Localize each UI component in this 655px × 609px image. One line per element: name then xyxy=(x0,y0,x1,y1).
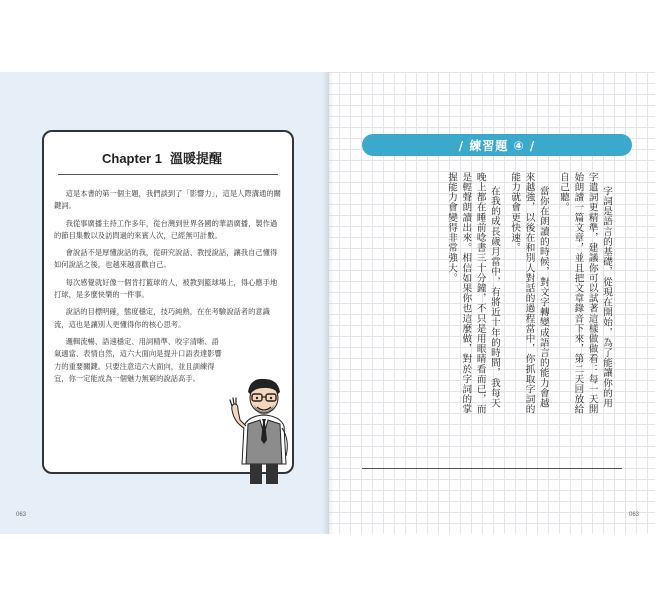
bottom-divider xyxy=(362,468,622,469)
paragraph: 我從事廣播主持工作多年，從台灣到世界各國的華語廣播，製作過的節目集數以及訪問過的來賓人次，已經無可計數。 xyxy=(54,218,278,240)
paragraph: 說話的目標明確，態度穩定，技巧純熟，在在考驗說話者的意識流，這也是讓別人更懂得你的核心思考。 xyxy=(54,307,270,329)
page-number-right: 063 xyxy=(628,512,639,518)
title-divider xyxy=(58,174,278,175)
paragraph: 這是本書的第一個主題，我們談到了「影響力」，這是人際溝通的關鍵詞。 xyxy=(54,189,281,211)
card-title xyxy=(102,148,222,167)
exercise-body xyxy=(438,172,613,416)
paragraph: 會說話不是厚懂說話的我，從研究說話、教授說話，讓我自己懂得如何說話之後，也越來越喜歡自己。 xyxy=(54,248,278,270)
left-page xyxy=(0,72,328,534)
cartoon-man-figure-icon xyxy=(226,374,296,486)
paragraph: 邏輯流暢、語速穩定、用詞精準、咬字清晰、語氣適當、表情自然，這六大面向是提升口語表達影響力的重要關鍵。只要注意這六大面向，並且訓練得宜，你一定能成為一個魅力無窮的說話高手。 xyxy=(54,336,222,383)
right-page xyxy=(328,72,655,534)
book-gutter xyxy=(322,72,334,534)
reminder-body xyxy=(54,188,284,390)
vertical-paragraph: 當你在朗讀的時候，對文字轉變成語言的能力會越來越強，以後在和別人對話的過程當中，你抓取字詞的能力就會更快速。 xyxy=(509,172,549,415)
paragraph: 每次感覺就好像一個肯打籃球的人，被教到籃球場上，得心應手地打球，是多麼快樂的一件事。 xyxy=(54,277,278,300)
reminder-card xyxy=(42,130,294,474)
chapter-label: Chapter 1 xyxy=(102,151,162,166)
vertical-paragraph: 字詞是語言的基礎，從現在開始，為了能讓你的用字遣詞更精準，建議你可以試著這樣做做看：每一天開始朗讀一篇文章，並且把文章錄音下來，第二天回放給自己聽。 xyxy=(558,172,612,415)
vertical-paragraph: 在我的成長歲月當中，有將近十年的時間，我每天晚上都在睡前唸書三十分鐘，不只是用眼睛看而已，而是輕聲朗讀出來。相信如果你也這麼做，對於字詞的掌握能力會變得非常強大。 xyxy=(446,172,500,415)
page-number-left: 063 xyxy=(16,512,27,518)
reminder-title: 溫暖提醒 xyxy=(169,152,222,167)
exercise-banner: / 練習題 ④ / xyxy=(362,134,632,156)
